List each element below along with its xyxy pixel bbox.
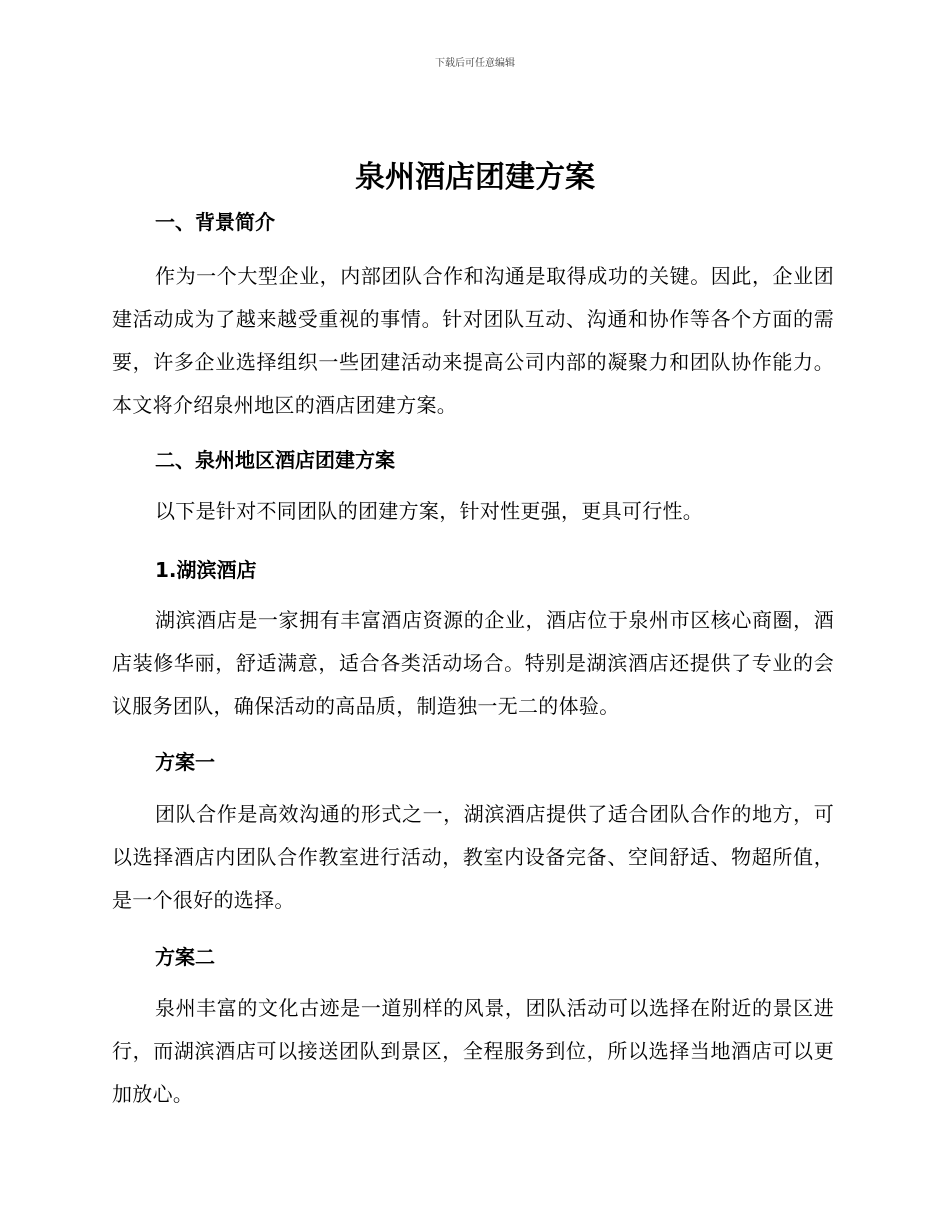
section1-heading: 一、背景简介	[155, 210, 275, 234]
hotel1-heading: 1.湖滨酒店	[155, 558, 257, 582]
plan2-heading: 方案二	[155, 945, 215, 969]
section2-paragraph: 以下是针对不同团队的团建方案，针对性更强，更具可行性。	[155, 499, 704, 523]
plan1-heading: 方案一	[155, 750, 215, 774]
section1-paragraph: 作为一个大型企业，内部团队合作和沟通是取得成功的关键。因此，企业团建活动成为了越来越受重视的事情。针对团队互动、沟通和协作等各个方面的需要，许多企业选择组织一些团建活动来提高公司内部的凝聚力和团队协作能力。本文将介绍泉州地区的酒店团建方案。	[112, 264, 834, 417]
plan2-paragraph: 泉州丰富的文化古迹是一道别样的风景，团队活动可以选择在附近的景区进行，而湖滨酒店可以接送团队到景区，全程服务到位，所以选择当地酒店可以更加放心。	[112, 996, 834, 1106]
hotel1-paragraph: 湖滨酒店是一家拥有丰富酒店资源的企业，酒店位于泉州市区核心商圈，酒店装修华丽，舒适满意，适合各类活动场合。特别是湖滨酒店还提供了专业的会议服务团队，确保活动的高品质，制造独一无二的体验。	[112, 608, 834, 718]
section2-heading: 二、泉州地区酒店团建方案	[155, 448, 395, 472]
header-note: 下载后可任意编辑	[435, 58, 515, 69]
plan1-paragraph: 团队合作是高效沟通的形式之一，湖滨酒店提供了适合团队合作的地方，可以选择酒店内团队合作教室进行活动，教室内设备完备、空间舒适、物超所值，是一个很好的选择。	[112, 802, 834, 912]
document-title: 泉州酒店团建方案	[355, 160, 595, 195]
